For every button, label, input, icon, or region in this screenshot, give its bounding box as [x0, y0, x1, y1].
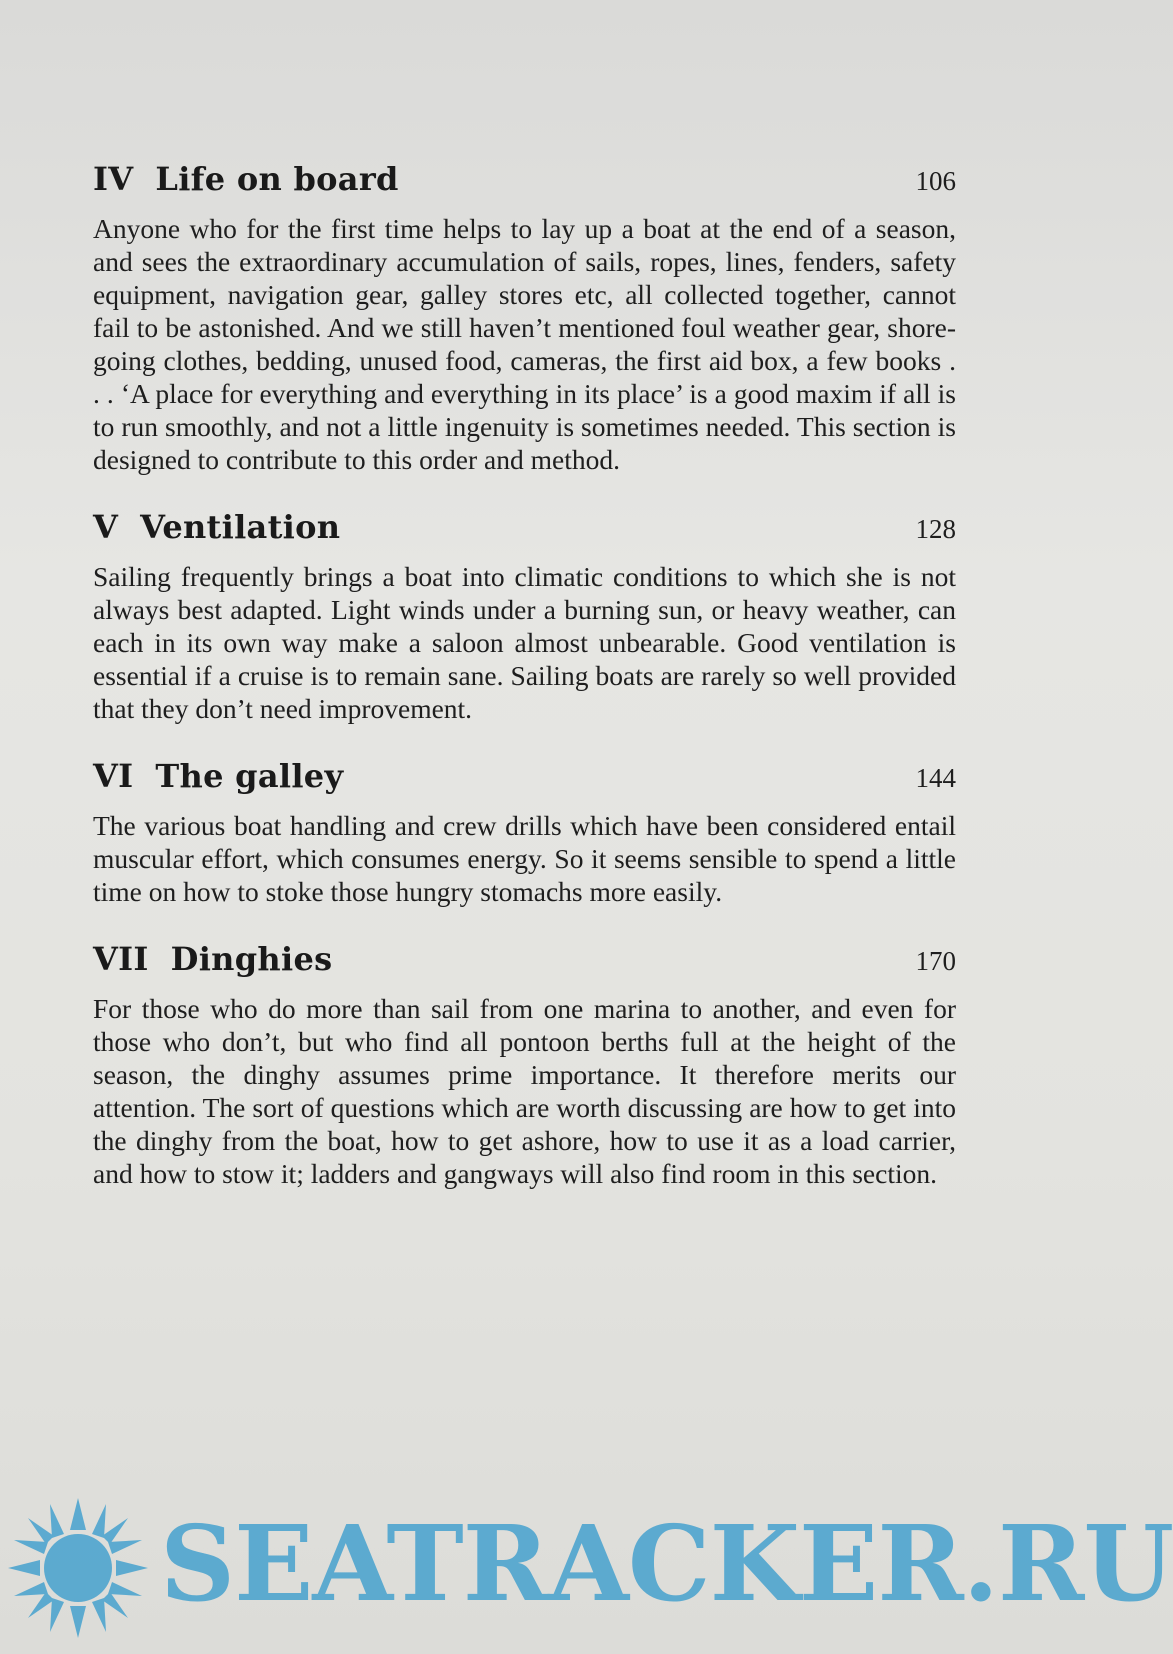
sun-icon — [0, 1490, 160, 1640]
section-numeral: IV — [93, 160, 134, 198]
section-heading — [93, 160, 956, 198]
section-title — [93, 160, 399, 198]
section-heading — [93, 508, 956, 546]
section-numeral: VII — [93, 940, 149, 978]
section-dinghies — [93, 940, 956, 1190]
section-description: Sailing frequently brings a boat into climatic conditions to which she is not always best adapted. Light winds under a burning sun, or heavy weather, can each in its own way make a saloon almost unbearable. Good ventilation is essential if a cruise is to remain sane. Sailing boats are rarely so well provided that they don’t need improvement. — [93, 561, 956, 724]
section-heading — [93, 940, 956, 978]
section-ventilation — [93, 508, 956, 725]
section-title-text: Dinghies — [170, 940, 333, 978]
section-numeral: VI — [93, 757, 134, 795]
section-page-number: 128 — [915, 514, 956, 544]
watermark-text: SEATRACKER.RU — [160, 1502, 1173, 1625]
section-title-text: The galley — [155, 757, 344, 795]
section-title-text: Ventilation — [140, 508, 341, 546]
section-description: Anyone who for the first time helps to lay up a boat at the end of a season, and sees the extraordinary accumulation of sails, ropes, lines, fenders, safety equipment, navigation gear, galley stores etc, all collected together, cannot fail to be astonished. And we still haven’t mentioned foul weather gear, shore-going clothes, bedding, unused food, cameras, the first aid box, a few books . . . ‘A place for everything and everything in its place’ is a good maxim if all is to run smoothly, and not a little ingenuity is sometimes needed. This section is designed to contribute to this order and method. — [93, 213, 956, 475]
section-description: For those who do more than sail from one marina to another, and even for those who don’t, but who find all pontoon berths full at the height of the season, the dinghy assumes prime importance. It therefore merits our attention. The sort of questions which are worth discussing are how to get into the dinghy from the boat, how to get ashore, how to use it as a load carrier, and how to stow it; ladders and gangways will also find room in this section. — [93, 993, 956, 1189]
watermark — [0, 1490, 1173, 1640]
section-numeral: V — [93, 508, 119, 546]
section-page-number: 170 — [915, 946, 956, 976]
section-title-text: Life on board — [155, 160, 399, 198]
section-title — [93, 940, 332, 978]
section-the-galley — [93, 757, 956, 908]
section-life-on-board — [93, 160, 956, 476]
section-heading — [93, 757, 956, 795]
section-title — [93, 508, 340, 546]
section-page-number: 144 — [915, 763, 956, 793]
contents-page — [93, 160, 956, 1222]
section-page-number: 106 — [915, 166, 956, 196]
section-description: The various boat handling and crew drills which have been considered entail muscular effort, which consumes energy. So it seems sensible to spend a little time on how to stoke those hungry stomachs more easily. — [93, 810, 956, 907]
section-title — [93, 757, 343, 795]
